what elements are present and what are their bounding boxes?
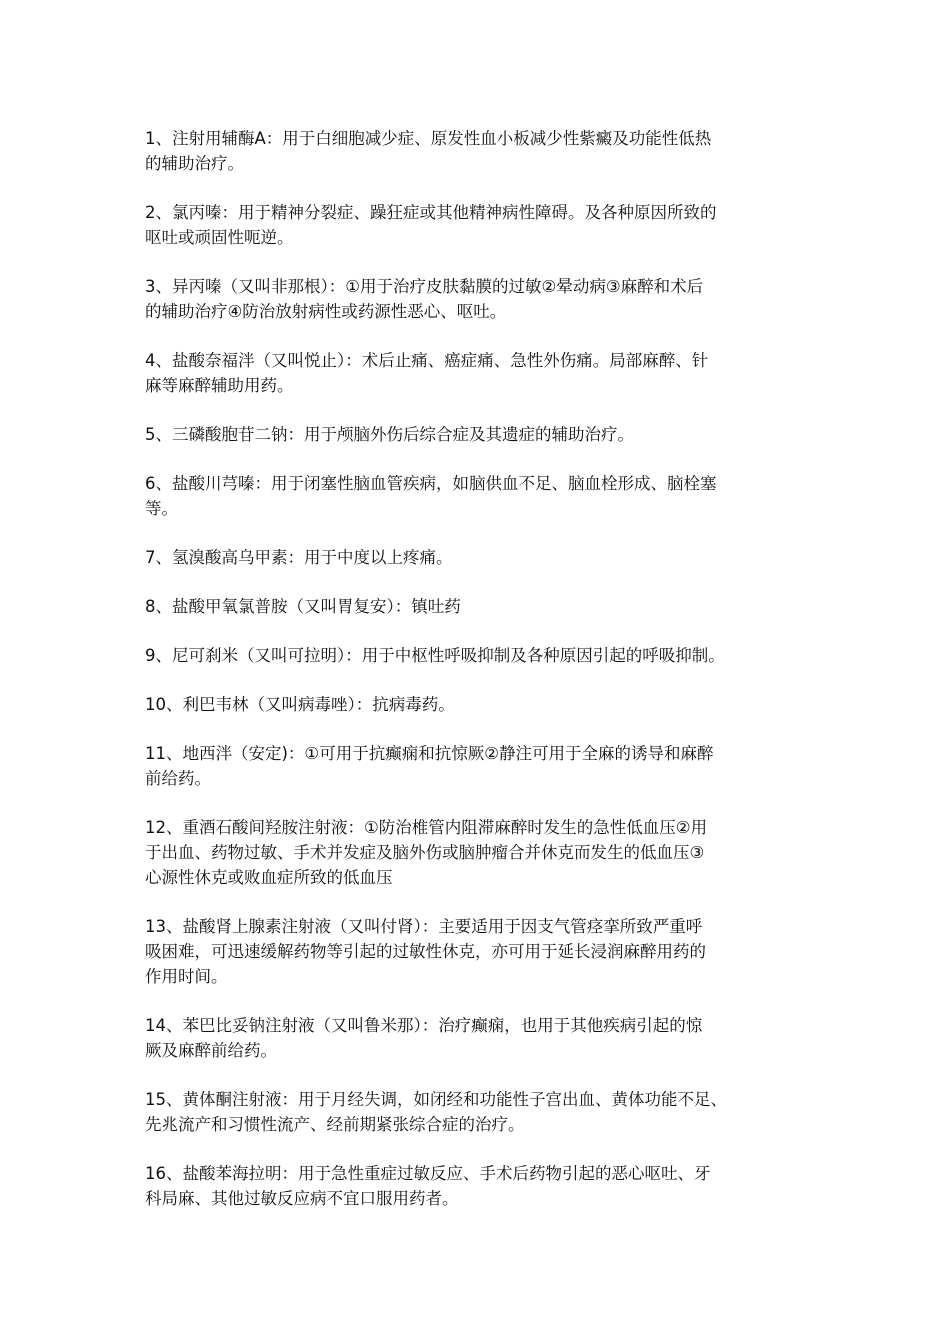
drug-entry-16: 16、盐酸苯海拉明：用于急性重症过敏反应、手术后药物引起的恶心呕吐、牙 科局麻、其他过敏反应病不宜口服用药者。 [145,1164,711,1208]
drug-entry-14: 14、苯巴比妥钠注射液（又叫鲁米那）：治疗癫痫，也用于其他疾病引起的惊 厥及麻醉前给药。 [145,1016,703,1060]
drug-entry-13: 13、盐酸肾上腺素注射液（又叫付肾）：主要适用于因支气管痉挛所致严重呼 吸困难，可迅速缓解药物等引起的过敏性休克，亦可用于延长浸润麻醉用药的 作用时间。 [145,917,706,986]
drug-entry-1: 1、注射用辅酶A：用于白细胞减少症、原发性血小板减少性紫癜及功能性低热 的辅助治疗。 [145,129,712,173]
drug-entry-4: 4、盐酸奈福泮（又叫悦止）：术后止痛、癌症痛、急性外伤痛。局部麻醉、针 麻等麻醉辅助用药。 [145,351,709,395]
drug-entry-10: 10、利巴韦林（又叫病毒唑）：抗病毒药。 [145,695,455,714]
drug-entry-15: 15、黄体酮注射液：用于月经失调，如闭经和功能性子宫出血、黄体功能不足、 先兆流产和习惯性流产、经前期紧张综合症的治疗。 [145,1090,727,1134]
drug-entry-8: 8、盐酸甲氧氯普胺（又叫胃复安）：镇吐药 [145,597,461,616]
drug-entry-3: 3、异丙嗪（又叫非那根）：①用于治疗皮肤黏膜的过敏②晕动病③麻醉和术后 的辅助治疗④防治放射病性或药源性恶心、呕吐。 [145,277,704,321]
drug-entry-5: 5、三磷酸胞苷二钠：用于颅脑外伤后综合症及其遗症的辅助治疗。 [145,425,634,444]
drug-entry-2: 2、氯丙嗪：用于精神分裂症、躁狂症或其他精神病性障碍。及各种原因所致的 呕吐或顽固性呃逆。 [145,203,717,247]
drug-entry-6: 6、盐酸川芎嗪：用于闭塞性脑血管疾病，如脑供血不足、脑血栓形成、脑栓塞 等。 [145,474,717,518]
drug-entry-9: 9、尼可刹米（又叫可拉明）：用于中枢性呼吸抑制及各种原因引起的呼吸抑制。 [145,646,725,665]
document-page [145,126,817,1235]
drug-entry-7: 7、氢溴酸高乌甲素：用于中度以上疼痛。 [145,548,453,567]
drug-entry-11: 11、地西泮（安定)：①可用于抗癫痫和抗惊厥②静注可用于全麻的诱导和麻醉 前给药。 [145,744,714,788]
drug-entry-12: 12、重酒石酸间羟胺注射液：①防治椎管内阻滞麻醉时发生的急性低血压②用 于出血、药物过敏、手术并发症及脑外伤或脑肿瘤合并休克而发生的低血压③ 心源性休克或败血症所致的低血压 [145,818,708,887]
